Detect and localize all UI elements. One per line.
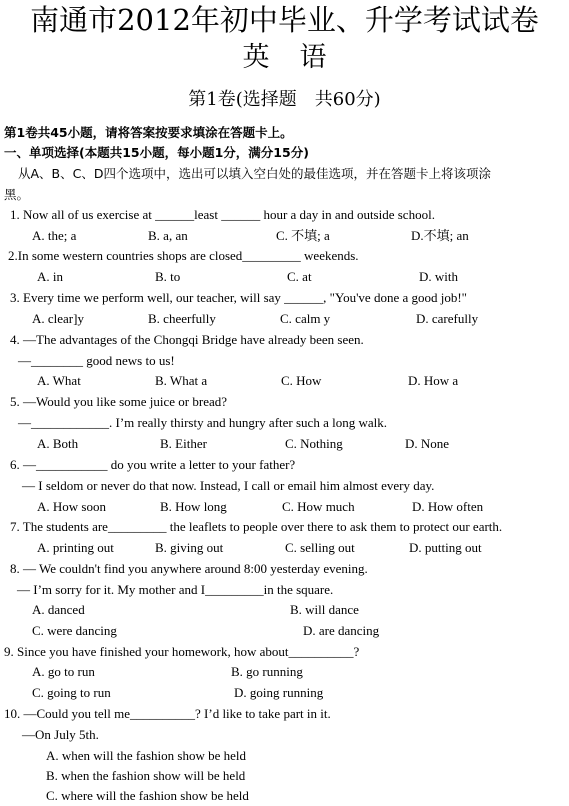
section-heading: 一、单项选择(本题共15小题，每小题1分，满分15分) bbox=[4, 145, 309, 160]
option-a: A. What bbox=[37, 373, 81, 388]
option-a: A. the; a bbox=[32, 228, 77, 243]
option-b: B. giving out bbox=[155, 540, 224, 555]
option-b: B. go running bbox=[231, 664, 303, 679]
option-c: C. selling out bbox=[285, 540, 355, 555]
subject-title: 英语 bbox=[242, 42, 357, 73]
option-d: D. How a bbox=[408, 373, 459, 388]
question-response: — I’m sorry for it. My mother and I_________in the square. bbox=[17, 582, 334, 597]
option-a: A. in bbox=[37, 269, 63, 284]
question-stem: 1. Now all of us exercise at ______least ______ hour a day in and outside school. bbox=[10, 207, 435, 222]
option-b: B. What a bbox=[155, 373, 208, 388]
option-d: D. carefully bbox=[416, 311, 479, 326]
option-a: A. Both bbox=[37, 436, 79, 451]
question-stem: 7. The students are_________ the leaflets to people over there to ask them to protect our earth. bbox=[10, 519, 503, 534]
option-d: D. putting out bbox=[409, 540, 482, 555]
option-c: C. Nothing bbox=[285, 436, 343, 451]
question-response: —____________. I’m really thirsty and hungry after such a long walk. bbox=[18, 415, 387, 430]
question-stem: 6. —___________ do you write a letter to your father? bbox=[10, 457, 296, 472]
option-b: B. Either bbox=[160, 436, 207, 451]
option-a: A. How soon bbox=[37, 499, 106, 514]
question-stem: 8. — We couldn't find you anywhere around 8:00 yesterday evening. bbox=[10, 561, 368, 576]
option-a: A. danced bbox=[32, 602, 85, 617]
option-a: A. when will the fashion show be held bbox=[46, 748, 247, 763]
option-d: D. with bbox=[419, 269, 458, 284]
option-c: C. 不填; a bbox=[276, 228, 330, 243]
question-stem: 4. —The advantages of the Chongqi Bridge have already been seen. bbox=[10, 332, 364, 347]
option-b: B. cheerfully bbox=[148, 311, 216, 326]
option-c: C. where will the fashion show be held bbox=[46, 788, 249, 803]
question-stem: 3. Every time we perform well, our teacher, will say ______, "You've done a good job!" bbox=[10, 290, 467, 305]
option-c: C. were dancing bbox=[32, 623, 117, 638]
question-stem: 2.In some western countries shops are closed_________ weekends. bbox=[8, 248, 359, 263]
option-c: C. calm y bbox=[280, 311, 331, 326]
option-b: B. when the fashion show will be held bbox=[46, 768, 246, 783]
option-d: D. are dancing bbox=[303, 623, 380, 638]
option-d: D.不填; an bbox=[411, 228, 469, 243]
option-d: D. None bbox=[405, 436, 450, 451]
option-a: A. clear]y bbox=[32, 311, 84, 326]
option-b: B. to bbox=[155, 269, 181, 284]
option-b: B. will dance bbox=[290, 602, 359, 617]
question-stem: 5. —Would you like some juice or bread? bbox=[10, 394, 228, 409]
option-c: C. going to run bbox=[32, 685, 111, 700]
option-c: C. How bbox=[281, 373, 322, 388]
option-b: B. a, an bbox=[148, 228, 188, 243]
option-d: D. How often bbox=[412, 499, 484, 514]
question-response: — I seldom or never do that now. Instead, I call or email him almost every day. bbox=[22, 478, 435, 493]
question-response: —________ good news to us! bbox=[18, 353, 175, 368]
exam-title: 南通市2012年初中毕业、升学考试试卷 bbox=[30, 3, 539, 37]
option-b: B. How long bbox=[160, 499, 227, 514]
option-a: A. printing out bbox=[37, 540, 114, 555]
volume-instruction: 第1卷共45小题，请将答案按要求填涂在答题卡上。 bbox=[4, 125, 293, 140]
option-d: D. going running bbox=[234, 685, 324, 700]
option-c: C. How much bbox=[282, 499, 355, 514]
volume-heading: 第1卷(选择题 共60分) bbox=[188, 89, 381, 110]
directions-line-1: 从A、B、C、D四个选项中，选出可以填入空白处的最佳选项，并在答题卡上将该项涂 bbox=[18, 166, 491, 181]
option-c: C. at bbox=[287, 269, 312, 284]
directions-line-2: 黑。 bbox=[4, 187, 30, 202]
question-stem: 9. Since you have finished your homework, how about__________? bbox=[4, 644, 360, 659]
option-a: A. go to run bbox=[32, 664, 95, 679]
question-stem: 10. —Could you tell me__________? I’d like to take part in it. bbox=[4, 706, 331, 721]
question-response: —On July 5th. bbox=[22, 727, 99, 742]
